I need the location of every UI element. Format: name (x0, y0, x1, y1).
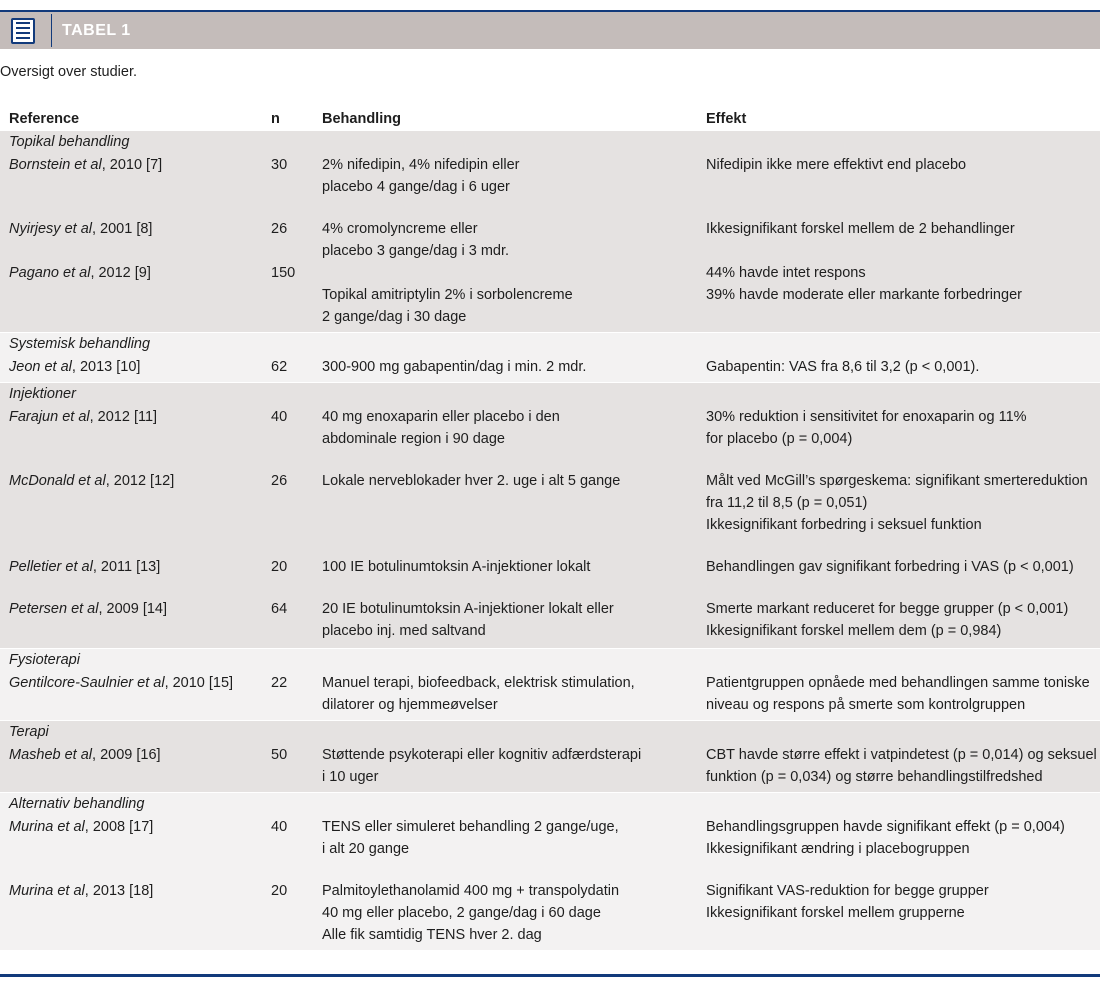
column-header-effekt: Effekt (706, 110, 747, 127)
effekt-line: Patientgruppen opnåede med behandlingen samme toniske (706, 675, 1090, 691)
effekt-line: Ikkesignifikant forbedring i seksuel funktion (706, 517, 982, 533)
n-cell: 40 (268, 406, 320, 470)
effekt-line: niveau og respons på smerte som kontrolgruppen (706, 697, 1026, 713)
n-cell: 150 (268, 262, 320, 333)
behandling-cell (320, 406, 704, 470)
effekt-cell (704, 218, 1100, 262)
reference-cell (0, 598, 268, 649)
behandling-cell (320, 470, 704, 556)
bottom-rule (0, 974, 1100, 977)
n-cell: 26 (268, 218, 320, 262)
studies-table (0, 106, 1100, 950)
effekt-line: CBT havde større effekt i vatpindetest (p = 0,014) og seksuel (706, 747, 1097, 763)
n-cell: 50 (268, 744, 320, 793)
behandling-line: Lokale nerveblokader hver 2. uge i alt 5 gange (322, 473, 621, 489)
reference-cell (0, 556, 268, 598)
reference-cell (0, 406, 268, 470)
category-row (0, 333, 1100, 357)
reference-year: , 2013 [18] (84, 883, 154, 899)
table-caption: Oversigt over studier. (0, 64, 137, 80)
table-row (0, 556, 1100, 598)
effekt-cell (704, 556, 1100, 598)
behandling-cell (320, 154, 704, 218)
behandling-line (322, 262, 704, 284)
behandling-line: placebo 3 gange/dag i 3 mdr. (322, 243, 510, 259)
reference-year: , 2012 [11] (89, 409, 158, 425)
behandling-cell (320, 218, 704, 262)
behandling-line: 2 gange/dag i 30 dage (322, 309, 467, 325)
reference-year: , 2013 [10] (71, 359, 141, 375)
behandling-line: Manuel terapi, biofeedback, elektrisk stimulation, (322, 675, 635, 691)
effekt-line: Nifedipin ikke mere effektivt end placebo (706, 157, 967, 173)
reference-authors: Petersen et al (9, 601, 99, 617)
behandling-line: Topikal amitriptylin 2% i sorbolencreme (322, 287, 573, 303)
n-cell: 40 (268, 816, 320, 880)
reference-authors: Masheb et al (9, 747, 93, 763)
table-row (0, 154, 1100, 218)
behandling-line: TENS eller simuleret behandling 2 gange/uge, (322, 819, 619, 835)
category-label: Alternativ behandling (0, 793, 1100, 817)
behandling-line: 40 mg eller placebo, 2 gange/dag i 60 dage (322, 905, 601, 921)
behandling-line: Alle fik samtidig TENS hver 2. dag (322, 927, 542, 943)
behandling-line: placebo inj. med saltvand (322, 623, 486, 639)
reference-year: , 2010 [7] (101, 157, 163, 173)
effekt-line: Gabapentin: VAS fra 8,6 til 3,2 (p < 0,001). (706, 359, 980, 375)
effekt-cell (704, 470, 1100, 556)
behandling-line: 4% cromolyncreme eller (322, 221, 478, 237)
category-group (0, 131, 1100, 333)
behandling-cell (320, 816, 704, 880)
reference-cell (0, 880, 268, 950)
behandling-cell (320, 356, 704, 383)
table-label: TABEL 1 (62, 21, 131, 39)
reference-year: , 2011 [13] (92, 559, 161, 575)
table-row (0, 262, 1100, 333)
effekt-line: fra 11,2 til 8,5 (p = 0,051) (706, 495, 868, 511)
behandling-line: i 10 uger (322, 769, 379, 785)
reference-year: , 2012 [12] (105, 473, 175, 489)
table-icon (11, 18, 35, 44)
behandling-line: 20 IE botulinumtoksin A-injektioner lokalt eller (322, 601, 614, 617)
category-row (0, 721, 1100, 745)
behandling-cell (320, 262, 704, 333)
table-row (0, 470, 1100, 556)
category-row (0, 131, 1100, 154)
reference-year: , 2009 [16] (92, 747, 161, 763)
category-group (0, 721, 1100, 793)
n-cell: 26 (268, 470, 320, 556)
reference-cell (0, 816, 268, 880)
effekt-line: for placebo (p = 0,004) (706, 431, 853, 447)
category-row (0, 383, 1100, 407)
table-row (0, 356, 1100, 383)
behandling-line: 300-900 mg gabapentin/dag i min. 2 mdr. (322, 359, 587, 375)
category-group (0, 793, 1100, 951)
table-row (0, 406, 1100, 470)
effekt-line: Behandlingen gav signifikant forbedring i VAS (p < 0,001) (706, 559, 1074, 575)
effekt-line: Ikkesignifikant ændring i placebogruppen (706, 841, 970, 857)
category-row (0, 649, 1100, 673)
category-label: Injektioner (0, 383, 1100, 407)
reference-year: , 2001 [8] (92, 221, 153, 237)
reference-year: , 2008 [17] (84, 819, 154, 835)
effekt-line: Ikkesignifikant forskel mellem de 2 behandlinger (706, 221, 1015, 237)
reference-year: , 2009 [14] (98, 601, 168, 617)
table-row (0, 598, 1100, 649)
reference-year: , 2012 [9] (90, 265, 151, 281)
reference-cell (0, 744, 268, 793)
effekt-line: 44% havde intet respons (706, 265, 866, 281)
column-header-n: n (271, 110, 280, 127)
reference-authors: McDonald et al (9, 473, 106, 489)
behandling-line: dilatorer og hjemmeøvelser (322, 697, 498, 713)
behandling-line: 100 IE botulinumtoksin A-injektioner lokalt (322, 559, 591, 575)
table-header-bar (0, 12, 1100, 49)
effekt-line: Signifikant VAS-reduktion for begge grupper (706, 883, 989, 899)
effekt-cell (704, 598, 1100, 649)
category-label: Systemisk behandling (0, 333, 1100, 357)
effekt-cell (704, 262, 1100, 333)
reference-authors: Pagano et al (9, 265, 91, 281)
effekt-cell (704, 406, 1100, 470)
effekt-line: Ikkesignifikant forskel mellem grupperne (706, 905, 965, 921)
reference-cell (0, 470, 268, 556)
reference-authors: Nyirjesy et al (9, 221, 92, 237)
category-group (0, 649, 1100, 721)
effekt-line: Behandlingsgruppen havde signifikant effekt (p = 0,004) (706, 819, 1065, 835)
reference-authors: Bornstein et al (9, 157, 102, 173)
n-cell: 62 (268, 356, 320, 383)
reference-authors: Murina et al (9, 883, 85, 899)
category-group (0, 333, 1100, 383)
reference-cell (0, 218, 268, 262)
table-row (0, 672, 1100, 721)
category-group (0, 383, 1100, 649)
effekt-line: funktion (p = 0,034) og større behandlingstilfredshed (706, 769, 1043, 785)
effekt-cell (704, 672, 1100, 721)
effekt-cell (704, 154, 1100, 218)
category-row (0, 793, 1100, 817)
table-row (0, 218, 1100, 262)
behandling-cell (320, 744, 704, 793)
behandling-line: placebo 4 gange/dag i 6 uger (322, 179, 510, 195)
n-cell: 64 (268, 598, 320, 649)
behandling-line: Støttende psykoterapi eller kognitiv adfærdsterapi (322, 747, 642, 763)
reference-cell (0, 154, 268, 218)
reference-authors: Murina et al (9, 819, 85, 835)
category-label: Terapi (0, 721, 1100, 745)
reference-year: , 2010 [15] (164, 675, 234, 691)
n-cell: 20 (268, 880, 320, 950)
reference-authors: Jeon et al (9, 359, 72, 375)
behandling-cell (320, 880, 704, 950)
behandling-line: 40 mg enoxaparin eller placebo i den (322, 409, 560, 425)
effekt-cell (704, 744, 1100, 793)
reference-authors: Pelletier et al (9, 559, 93, 575)
column-header-behandling: Behandling (322, 110, 401, 127)
n-cell: 22 (268, 672, 320, 721)
n-cell: 30 (268, 154, 320, 218)
reference-authors: Farajun et al (9, 409, 90, 425)
behandling-cell (320, 556, 704, 598)
category-label: Topikal behandling (0, 131, 1100, 154)
table-row (0, 816, 1100, 880)
behandling-cell (320, 598, 704, 649)
behandling-line: abdominale region i 90 dage (322, 431, 505, 447)
effekt-line: 30% reduktion i sensitivitet for enoxaparin og 11% (706, 409, 1027, 425)
reference-authors: Gentilcore-Saulnier et al (9, 675, 165, 691)
table-row (0, 744, 1100, 793)
reference-cell (0, 672, 268, 721)
reference-cell (0, 356, 268, 383)
effekt-cell (704, 880, 1100, 950)
category-label: Fysioterapi (0, 649, 1100, 673)
effekt-line: Smerte markant reduceret for begge grupper (p < 0,001) (706, 601, 1069, 617)
table-row (0, 880, 1100, 950)
behandling-line: 2% nifedipin, 4% nifedipin eller (322, 157, 520, 173)
effekt-line: Målt ved McGill’s spørgeskema: signifikant smertereduktion (706, 473, 1088, 489)
effekt-line: 39% havde moderate eller markante forbedringer (706, 287, 1022, 303)
effekt-cell (704, 816, 1100, 880)
n-cell: 20 (268, 556, 320, 598)
behandling-cell (320, 672, 704, 721)
behandling-line: i alt 20 gange (322, 841, 410, 857)
column-header-reference: Reference (9, 110, 80, 127)
effekt-line: Ikkesignifikant forskel mellem dem (p = 0,984) (706, 623, 1002, 639)
reference-cell (0, 262, 268, 333)
header-divider (51, 14, 52, 47)
effekt-cell (704, 356, 1100, 383)
behandling-line: Palmitoylethanolamid 400 mg + transpolydatin (322, 883, 620, 899)
column-header-row (0, 106, 1100, 131)
